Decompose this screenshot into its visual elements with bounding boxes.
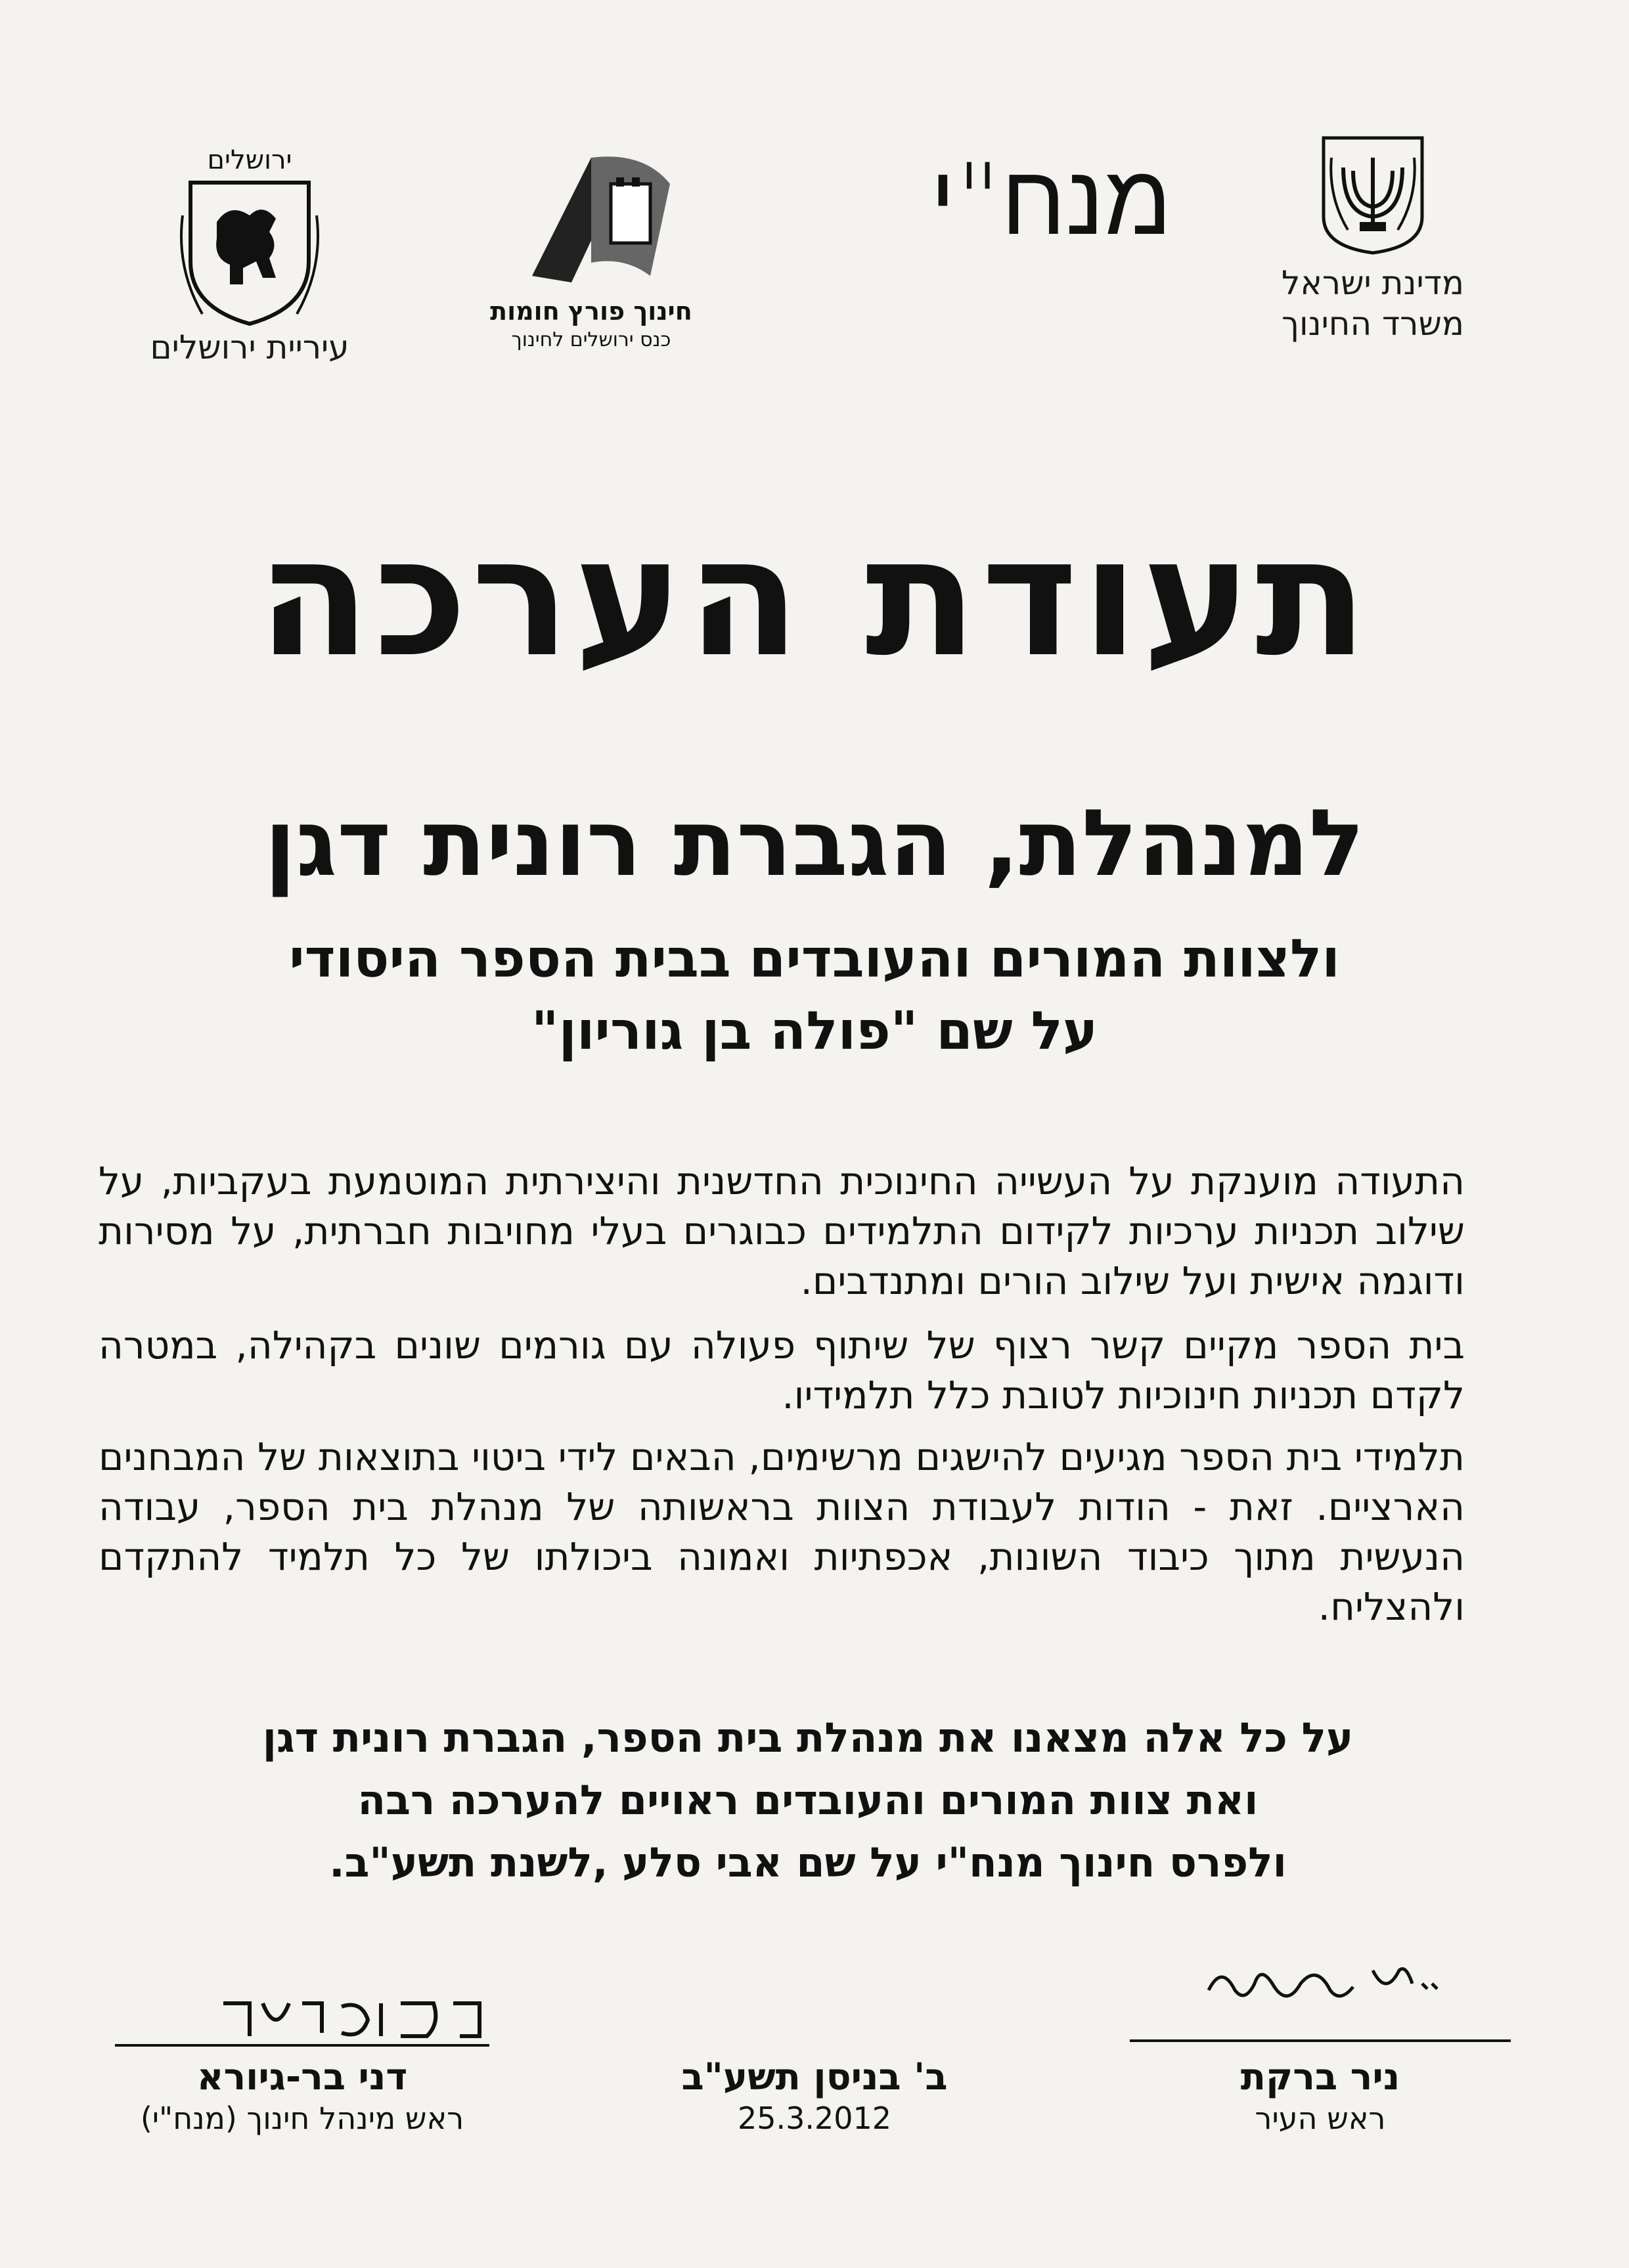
director-signature-block — [115, 2056, 489, 2137]
paragraph-3: תלמידי בית הספר מגיעים להישגים מרשימים, הבאים לידי ביטוי בתוצאות של המבחנים הארציים. זאת - הודות לעבודת הצוות בראשותה של מנהלת בית הספר, עבודה הנעשית מתוך כיבוד השונות, אכפתיות ואמונה ביכולתו של כל תלמיד להתקדם ולהצליח. — [99, 1434, 1465, 1629]
conference-name: חינוך פורץ חומות — [490, 297, 692, 326]
mayor-role: ראש העיר — [1255, 2101, 1386, 2136]
state-emblem-icon — [1317, 131, 1429, 256]
closing-line-1: על כל אלה מצאנו את מנהלת בית הספר, הגברת רונית דגן — [262, 1714, 1354, 1762]
director-name: דני בר-גיורא — [196, 2056, 408, 2099]
certificate-title: תעודת הערכה — [257, 502, 1372, 693]
director-handwritten-signature — [210, 1984, 499, 2049]
conference-logo — [434, 145, 749, 353]
ministry-caption-2: משרד החינוך — [1282, 305, 1464, 343]
ministry-logo — [1235, 131, 1511, 344]
conference-tagline: כנס ירושלים לחינוך — [511, 328, 671, 351]
closing-line-3: ולפרס חינוך מנח"י על שם אבי סלע ,לשנת תשע"ב. — [329, 1838, 1287, 1886]
jerusalem-caption: עיריית ירושלים — [150, 328, 349, 367]
hebrew-date: ב' בניסן תשע"ב — [681, 2056, 948, 2099]
manhi-logo-text: מנח"י — [929, 143, 1172, 257]
subhead-line-2: על שם "פולה בן גוריון" — [531, 1000, 1098, 1061]
jerusalem-crest-label: ירושלים — [207, 145, 292, 175]
mayor-signature-line — [1130, 2039, 1511, 2042]
mayor-signature-block — [1130, 2056, 1511, 2137]
open-book-wall-icon — [493, 145, 690, 296]
jerusalem-crest-icon — [177, 176, 322, 327]
date-block — [631, 2056, 998, 2137]
ministry-caption-1: מדינת ישראל — [1282, 264, 1464, 302]
paragraph-1: התעודה מוענקת על העשייה החינוכית החדשנית והיצירתית המוטמעת בעקביות, על שילוב תכניות ערכיות לקידום התלמידים כבוגרים בעלי מחויבות חברתית, על מסירות ודוגמה אישית ועל שילוב הורים ומתנדבים. — [99, 1159, 1465, 1303]
mayor-name: ניר ברקת — [1240, 2056, 1400, 2099]
closing-line-2: ואת צוות המורים והעובדים ראויים להערכה רבה — [357, 1776, 1259, 1824]
recipient-line: למנהלת, הגברת רונית דגן — [264, 790, 1365, 897]
mayor-handwritten-signature — [1195, 1944, 1445, 2016]
director-role: ראש מינהל חינוך (מנח"י) — [140, 2101, 464, 2136]
director-signature-line — [115, 2044, 489, 2047]
paragraph-2: בית הספר מקיים קשר רצוף של שיתוף פעולה עם גורמים שונים בקהילה, במטרה לקדם תכניות חינוכיות לטובת כלל תלמידיו. — [99, 1323, 1465, 1417]
manhi-logo — [913, 145, 1189, 256]
gregorian-date: 25.3.2012 — [737, 2101, 892, 2136]
jerusalem-logo — [118, 145, 381, 368]
subhead-line-1: ולצוות המורים והעובדים בבית הספר היסודי — [289, 928, 1340, 989]
